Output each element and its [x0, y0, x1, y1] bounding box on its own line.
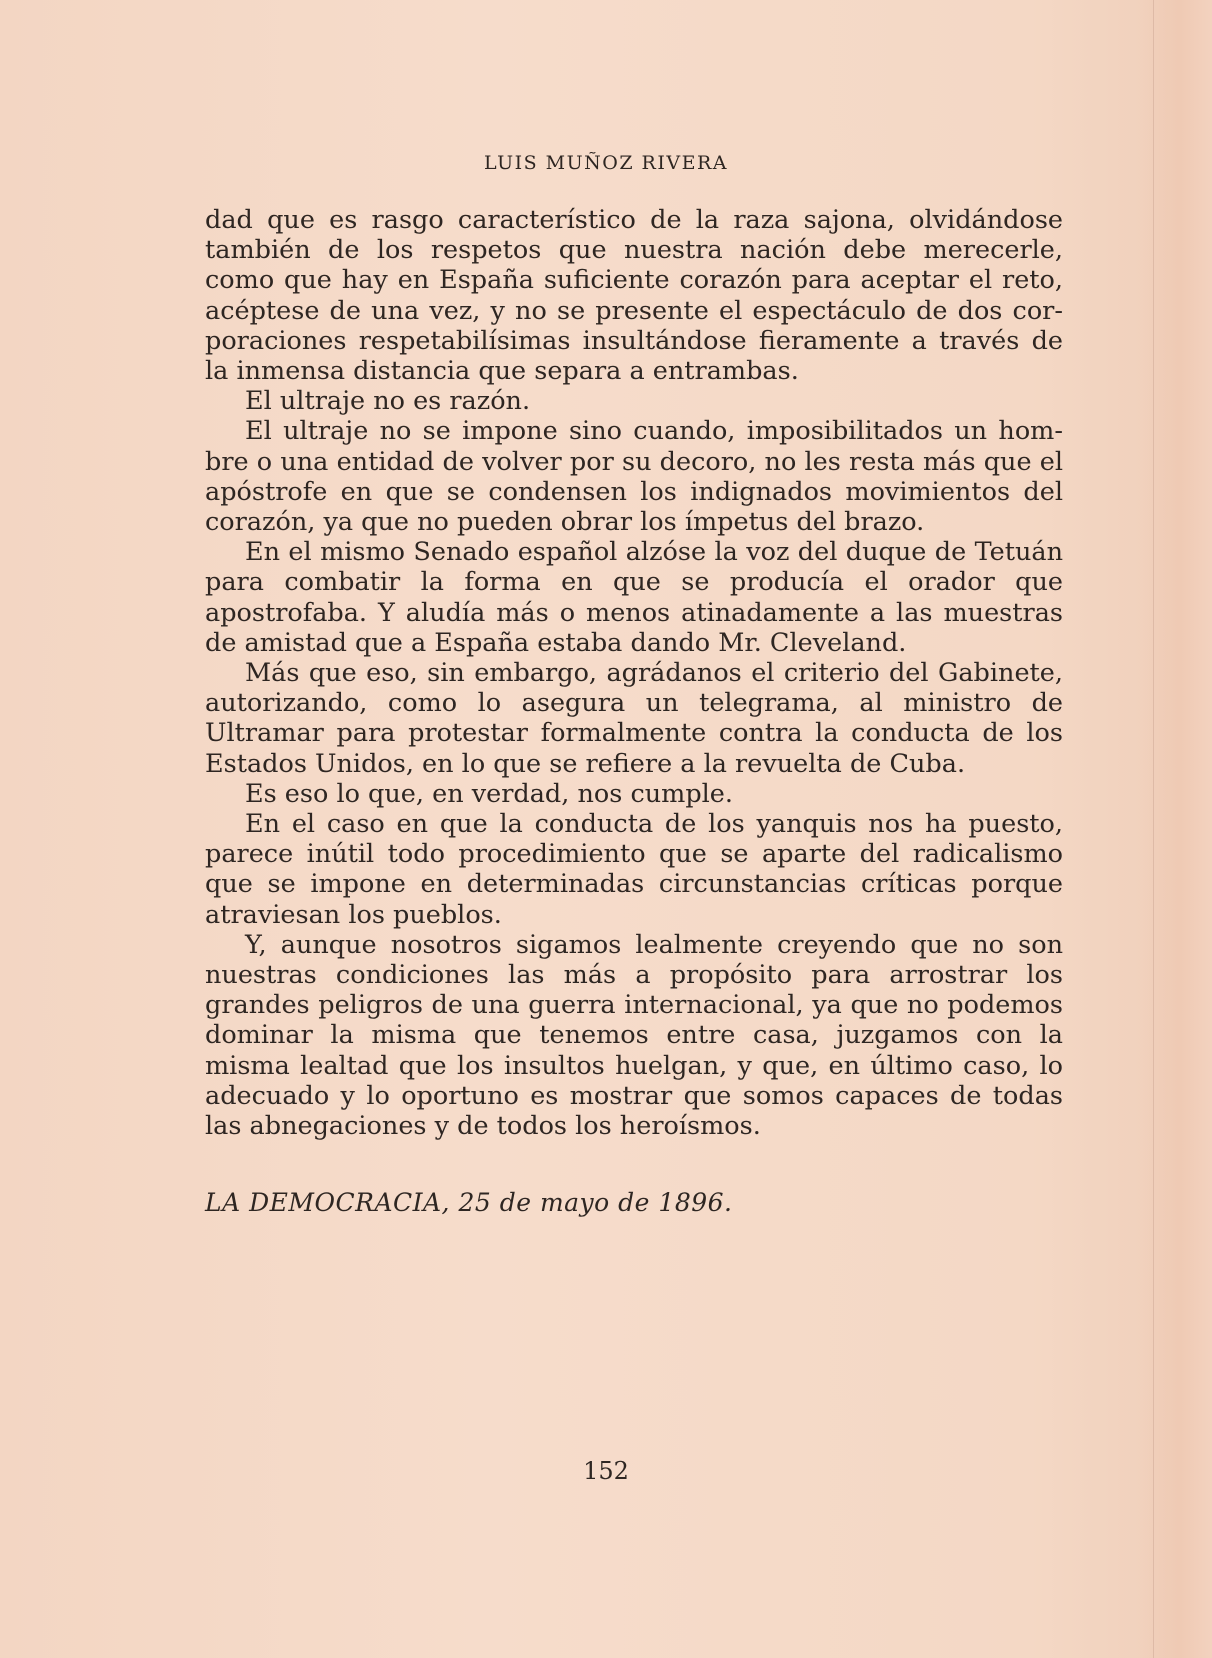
paragraph: Es eso lo que, en verdad, nos cumple.	[245, 778, 733, 809]
paragraph: Más que eso, sin embargo, agrádanos el criterio del Gabinete, autorizando, como lo asegura un telegrama, al ministro de Ultramar para protestar formalmente contra la conducta de los Estados Unidos, en lo que se refiere a la revuelta de Cuba.	[205, 658, 1063, 779]
page-edge-line	[1153, 0, 1154, 1658]
paragraph-continuation: dad que es rasgo característico de la raza sajona, olvidándose también de los respetos que nuestra nación debe merecerle, como que hay en España suficiente corazón para aceptar el reto, acéptese de una vez, y no se presente el espectáculo de dos corporaciones respetabilísimas insultándose fieramente a través de la inmensa distancia que separa a entrambas.	[205, 205, 1063, 387]
paragraph: En el caso en que la conducta de los yanquis nos ha puesto, parece inútil todo procedimiento que se aparte del radicalismo que se impone en determinadas circunstancias críticas porque atraviesan los pueblos.	[205, 809, 1063, 930]
source-signature: LA DEMOCRACIA, 25 de mayo de 1896.	[205, 1188, 733, 1217]
paragraph: En el mismo Senado español alzóse la voz del duque de Tetuán para combatir la forma en que se producía el orador que apostrofaba. Y aludía más o menos atinadamente a las muestras de amistad que a España estaba dando Mr. Cleveland.	[205, 537, 1063, 658]
running-head: LUIS MUÑOZ RIVERA	[484, 152, 728, 174]
paragraph: El ultraje no se impone sino cuando, imposibilitados un hombre o una entidad de volver por su decoro, no les resta más que el apóstrofe en que se condensen los indignados movimientos del corazón, ya que no pueden obrar los ímpetus del brazo.	[205, 416, 1063, 538]
paragraph: El ultraje no es razón.	[245, 386, 531, 417]
paragraph: Y, aunque nosotros sigamos lealmente creyendo que no son nuestras condiciones las más a propósito para arrostrar los grandes peligros de una guerra internacional, ya que no podemos dominar la misma que tenemos entre casa, juzgamos con la misma lealtad que los insultos huelgan, y que, en último caso, lo adecuado y lo oportuno es mostrar que somos capaces de todas las abnegaciones y de todos los heroísmos.	[205, 929, 1063, 1142]
body-text	[205, 205, 1063, 1141]
page-number: 152	[583, 1457, 629, 1485]
